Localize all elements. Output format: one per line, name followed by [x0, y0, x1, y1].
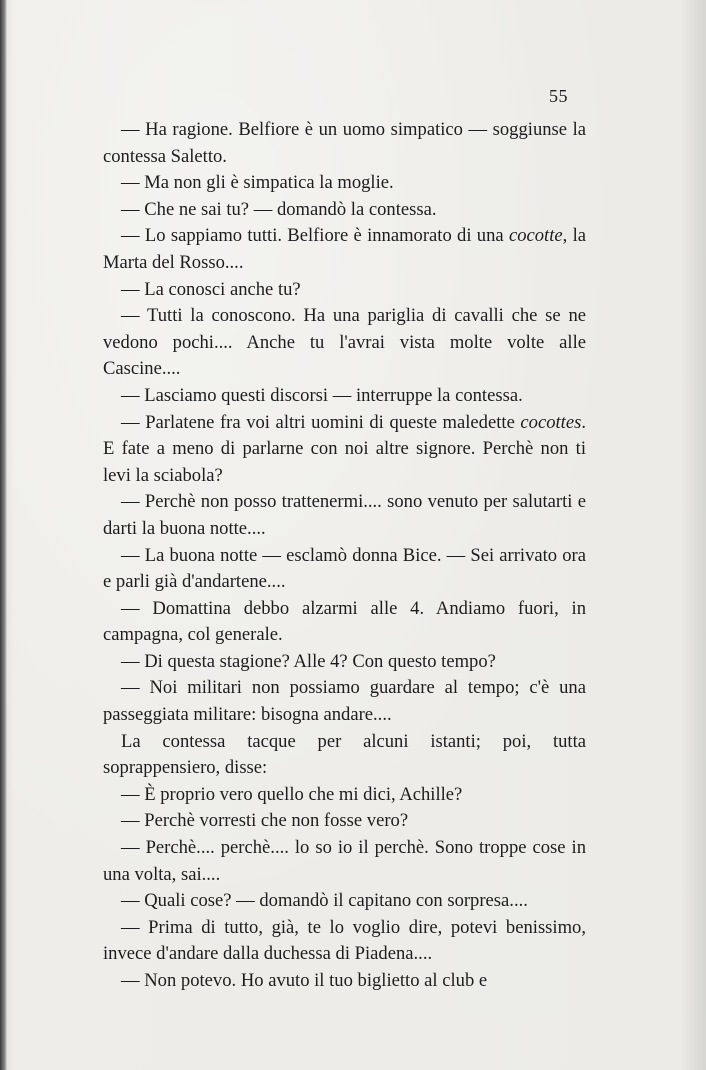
paragraph-14: La contessa tacque per alcuni istanti; poi, tutta soprappensiero, disse:	[103, 730, 586, 779]
paragraph-7: — Lasciamo questi discorsi — interruppe la contessa.	[121, 384, 523, 406]
paragraph-8-end: . E fate a meno di parlarne con noi altre signore. Perchè non ti levi la sciabola?	[103, 411, 586, 486]
paragraph-20: — Non potevo. Ho avuto il tuo biglietto al club e	[121, 970, 488, 991]
paragraph-17: — Perchè.... perchè.... lo so io il perchè. Sono troppe cose in una volta, sai....	[103, 837, 586, 885]
paragraph-5: — La conosci anche tu?	[121, 278, 301, 300]
paragraph-8	[103, 410, 586, 490]
body-text	[103, 117, 586, 995]
paragraph-10: — La buona notte — esclamò donna Bice. — Sei arrivato ora e parli già d'andartene....	[103, 544, 586, 593]
paragraph-9: — Perchè non posso trattenermi.... sono venuto per salutarti e darti la buona notte....	[103, 491, 586, 539]
paragraph-4	[103, 223, 586, 276]
paragraph-6: — Tutti la conoscono. Ha una pariglia di cavalli che se ne vedono pochi.... Anche tu l'avrai vista molte volte alle Cascine....	[103, 305, 586, 380]
paragraph-18: — Quali cose? — domandò il capitano con sorpresa....	[121, 890, 528, 912]
paragraph-4-start: — Lo sappiamo tutti. Belfiore è innamorato di una	[121, 225, 509, 247]
paragraph-4-end: , la Marta del Rosso....	[103, 225, 587, 273]
paragraph-3: — Che ne sai tu? — domandò la contessa.	[121, 198, 437, 220]
paragraph-2: — Ma non gli è simpatica la moglie.	[121, 172, 394, 194]
paragraph-11: — Domattina debbo alzarmi alle 4. Andiamo fuori, in campagna, col generale.	[103, 597, 586, 646]
paragraph-1: — Ha ragione. Belfiore è un uomo simpatico — soggiunse la contessa Saletto.	[103, 119, 586, 167]
paragraph-8-start: — Parlatene fra voi altri uomini di queste maledette	[121, 411, 521, 433]
paragraph-4-italic: cocotte	[508, 225, 563, 247]
paragraph-13: — Noi militari non possiamo guardare al tempo; c'è una passeggiata militare: bisogna andare....	[103, 677, 586, 726]
paragraph-19: — Prima di tutto, già, te lo voglio dire, potevi benissimo, invece d'andare dalla duchessa di Piadena....	[103, 916, 586, 965]
paragraph-15: — È proprio vero quello che mi dici, Achille?	[121, 783, 463, 805]
page-number: 55	[549, 86, 568, 106]
paragraph-12: — Di questa stagione? Alle 4? Con questo tempo?	[121, 650, 496, 672]
book-spine-shadow	[0, 0, 7, 1070]
paragraph-8-italic: cocottes	[520, 411, 582, 433]
paragraph-16: — Perchè vorresti che non fosse vero?	[121, 810, 409, 832]
